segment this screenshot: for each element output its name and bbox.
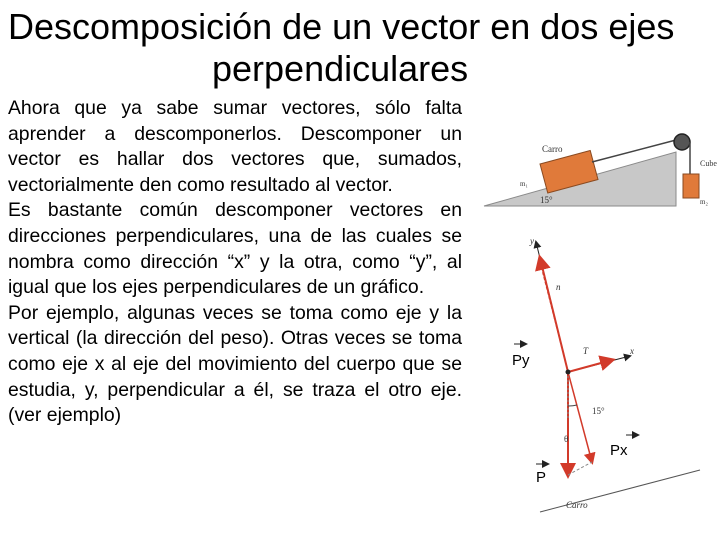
title-line-1: Descomposición de un vector en dos ejes bbox=[8, 6, 675, 47]
title-line-2: perpendiculares bbox=[212, 48, 469, 89]
hanging-mass bbox=[683, 174, 699, 198]
py-label: Py bbox=[512, 352, 530, 369]
y-axis-label: y bbox=[530, 236, 534, 246]
force-diagram bbox=[480, 230, 720, 540]
carro-label: Carro bbox=[542, 144, 563, 154]
cube-label: Cube bbox=[700, 159, 717, 168]
carro-label-force: Carro bbox=[566, 500, 588, 510]
angle-label: 15° bbox=[592, 406, 605, 416]
p-label: P bbox=[536, 469, 547, 486]
angle-label-top: 15° bbox=[540, 195, 553, 205]
t-label: T bbox=[583, 346, 589, 356]
m2-label: m₂ bbox=[700, 198, 708, 206]
angle-arc bbox=[568, 405, 577, 406]
n-label: n bbox=[556, 282, 561, 292]
paragraph-1: Ahora que ya sabe sumar vectores, sólo falta aprender a descomponerlos. Descomponer un vector es hallar dos vectores que, sumados, vectorialmente den como resultado al vector. bbox=[8, 97, 462, 196]
theta-label: θ bbox=[564, 434, 569, 444]
px-label: Px bbox=[610, 442, 628, 459]
x-axis-label: x bbox=[630, 346, 634, 356]
incline-surface bbox=[540, 470, 700, 512]
tension-arrow bbox=[568, 360, 612, 372]
incline-diagram bbox=[480, 112, 720, 212]
paragraph-2: Es bastante común descomponer vectores en direcciones perpendiculares, una de las cuales se nombra como dirección “x” y la otra, como “y”, al igual que los ejes perpendiculares de un gráfico. bbox=[8, 199, 462, 299]
slide-title bbox=[0, 6, 720, 90]
body-text bbox=[8, 96, 462, 429]
weight-x-component bbox=[568, 372, 592, 462]
paragraph-3: Por ejemplo, algunas veces se toma como eje y la vertical (la dirección del peso). Otras veces se toma como eje x al eje del movimiento del cuerpo que se estudia, y, perpendicular a él, se traza el otro eje. (ver ejemplo) bbox=[8, 301, 462, 427]
dashed-guide bbox=[568, 462, 592, 475]
m1-label: m₁ bbox=[520, 180, 528, 188]
origin-dot bbox=[566, 370, 571, 375]
pulley bbox=[674, 134, 690, 150]
